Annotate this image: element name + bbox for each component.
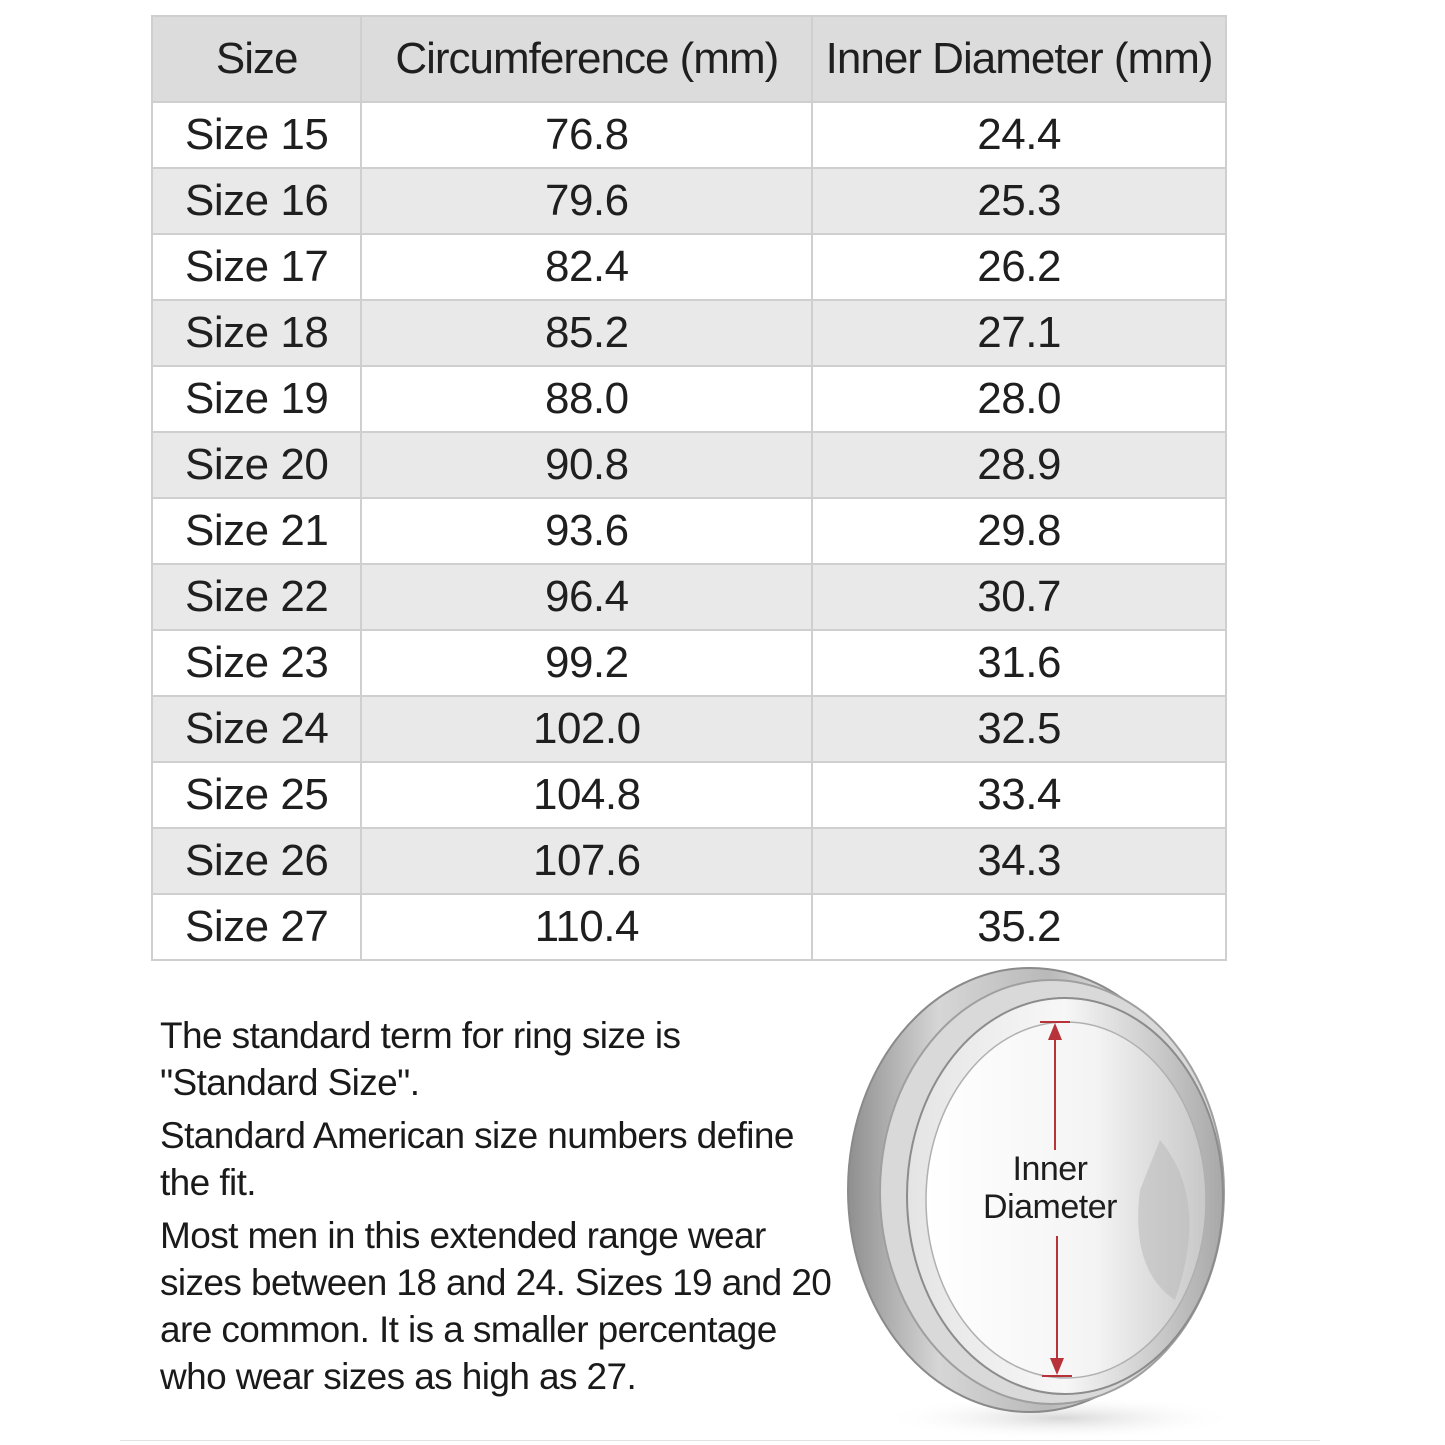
cell-inner-diameter: 25.3: [812, 168, 1226, 234]
note-common-sizes: Most men in this extended range wear sizes between 18 and 24. Sizes 19 and 20 are common. It is a smaller percentage who wear sizes as high as 27.: [160, 1215, 832, 1397]
cell-size: Size 27: [152, 894, 361, 960]
cell-circumference: 102.0: [361, 696, 812, 762]
cell-size: Size 25: [152, 762, 361, 828]
table-row: [152, 498, 1226, 564]
inner-diameter-label-line2: Diameter: [983, 1188, 1117, 1226]
cell-size: Size 20: [152, 432, 361, 498]
table-row: [152, 102, 1226, 168]
table-header-row: [152, 16, 1226, 102]
cell-circumference: 93.6: [361, 498, 812, 564]
ring-size-table: [151, 15, 1227, 961]
cell-circumference: 76.8: [361, 102, 812, 168]
cell-inner-diameter: 30.7: [812, 564, 1226, 630]
cell-size: Size 19: [152, 366, 361, 432]
cell-size: Size 23: [152, 630, 361, 696]
table-row: [152, 828, 1226, 894]
table-row: [152, 630, 1226, 696]
cell-circumference: 107.6: [361, 828, 812, 894]
divider: [120, 1440, 1320, 1441]
inner-diameter-label: [970, 1150, 1130, 1226]
table-row: [152, 762, 1226, 828]
cell-circumference: 90.8: [361, 432, 812, 498]
cell-inner-diameter: 26.2: [812, 234, 1226, 300]
table-row: [152, 168, 1226, 234]
cell-size: Size 26: [152, 828, 361, 894]
cell-inner-diameter: 34.3: [812, 828, 1226, 894]
cell-circumference: 110.4: [361, 894, 812, 960]
table-row: [152, 564, 1226, 630]
note-standard-term: The standard term for ring size is "Standard Size".: [160, 1015, 681, 1103]
cell-inner-diameter: 27.1: [812, 300, 1226, 366]
table-row: [152, 300, 1226, 366]
cell-size: Size 17: [152, 234, 361, 300]
header-circumference: Circumference (mm): [361, 16, 812, 102]
cell-inner-diameter: 28.9: [812, 432, 1226, 498]
cell-inner-diameter: 31.6: [812, 630, 1226, 696]
cell-size: Size 16: [152, 168, 361, 234]
inner-diameter-label-line1: Inner: [1012, 1150, 1088, 1188]
table-row: [152, 894, 1226, 960]
table-row: [152, 696, 1226, 762]
cell-circumference: 85.2: [361, 300, 812, 366]
table-row: [152, 234, 1226, 300]
table-row: [152, 432, 1226, 498]
cell-size: Size 15: [152, 102, 361, 168]
cell-circumference: 96.4: [361, 564, 812, 630]
cell-circumference: 104.8: [361, 762, 812, 828]
cell-inner-diameter: 33.4: [812, 762, 1226, 828]
table-row: [152, 366, 1226, 432]
cell-inner-diameter: 24.4: [812, 102, 1226, 168]
header-inner-diameter: Inner Diameter (mm): [812, 16, 1226, 102]
cell-circumference: 79.6: [361, 168, 812, 234]
table-body: [152, 102, 1226, 960]
cell-size: Size 22: [152, 564, 361, 630]
cell-circumference: 82.4: [361, 234, 812, 300]
cell-size: Size 24: [152, 696, 361, 762]
ring-size-notes: [160, 1012, 840, 1406]
cell-inner-diameter: 35.2: [812, 894, 1226, 960]
cell-inner-diameter: 32.5: [812, 696, 1226, 762]
cell-inner-diameter: 29.8: [812, 498, 1226, 564]
cell-size: Size 18: [152, 300, 361, 366]
cell-circumference: 88.0: [361, 366, 812, 432]
cell-inner-diameter: 28.0: [812, 366, 1226, 432]
header-size: Size: [152, 16, 361, 102]
note-american-sizes: Standard American size numbers define the fit.: [160, 1115, 794, 1203]
cell-circumference: 99.2: [361, 630, 812, 696]
cell-size: Size 21: [152, 498, 361, 564]
